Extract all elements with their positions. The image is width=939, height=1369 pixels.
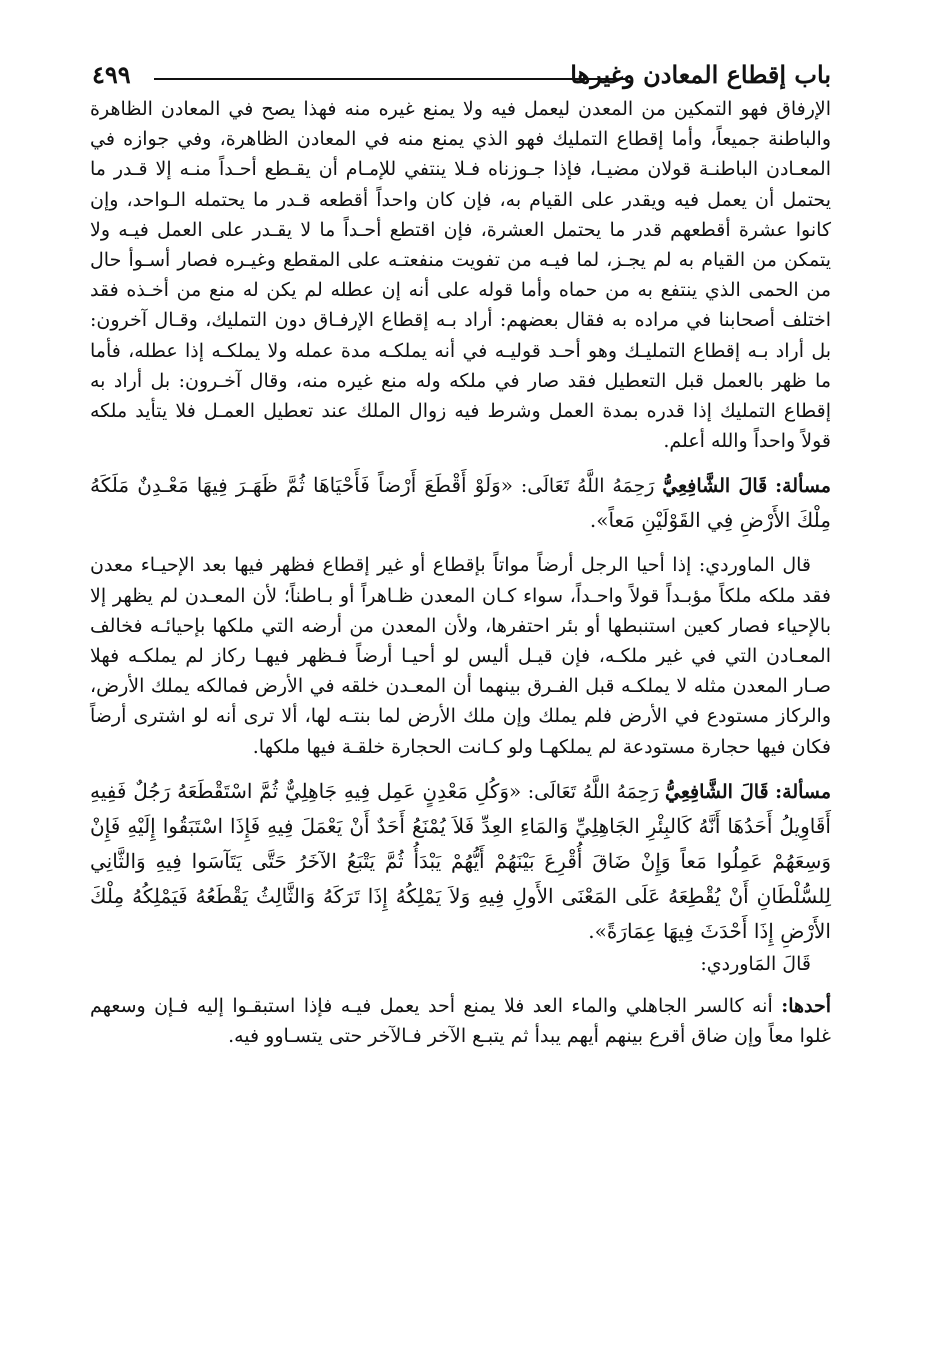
masala-1 [90, 468, 831, 538]
paragraph-gap [90, 762, 831, 774]
masala-quote: «وَكُلِ مَعْدِنٍ عَمِل فِيهِ جَاهِلِيٌّ ثُمَّ اسْتَقْطَعَهُ رَجُلٌ فَفِيهِ أَقَاوِيلُ أَحَدُهَا أَنَّهُ كَالبِئْرِ الجَاهِلِيِّ وَالمَاءِ العِدِّ فَلاَ يُمْنَعُ أَحَدٌ أَنْ يَعْمَلَ فِيهِ فَإِذَا اسْتَبَقُوا إِلَيْهِ فَإِنْ وَسِعَهُمْ عَمِلُوا مَعاً وَإِنْ ضَاقَ أُقْرِعَ بَيْنَهُمْ أَيُّهُمْ يَبْدَأُ ثُمَّ يَتْبَعُ الآخَرُ حَتَّى يَتَآسَوا فِيهِ وَالثَّانِي لِلسُّلْطَانِ أَنْ يُقْطِعَهُ عَلَى المَعْنَى الأَولِ فِيهِ وَلاَ يَمْلِكُهُ إِذَا تَرَكَهُ وَالثَّالِثُ يَقْطَعُهُ فَيَمْلِكُهُ مِلْكَ الأَرْضِ إِذَا أَحْدَثَ فِيهَا عِمَارَةً». [90, 778, 831, 943]
chapter-title: باب إقطاع المعادن وغيرها [570, 60, 831, 89]
mawardi-intro: قَالَ المَاوردي: [700, 952, 811, 975]
masala-author: قَالَ الشَّافِعِيُّ [665, 780, 769, 803]
page-number: ٤٩٩ [92, 60, 131, 89]
masala-label: مسألة: [775, 475, 831, 498]
masala-author: قَالَ الشَّافِعِيُّ [662, 475, 768, 498]
masala-2 [90, 774, 831, 949]
header-rule [154, 78, 626, 80]
paragraph-gap [90, 979, 831, 991]
page-header [90, 46, 831, 94]
paragraph-gap [90, 538, 831, 550]
first-opinion-label: أحدها: [781, 995, 832, 1018]
masala-honorific: رَحِمَهُ اللَّهُ تَعَالَى: [527, 780, 659, 803]
paragraph-1: الإرفاق فهو التمكين من المعدن ليعمل فيه ولا يمنع غيره منه فهذا يصح في المعادن الظاهرة والباطنة جميعاً، وأما إقطاع التمليك فهو الذي يمنع منه في المعادن الظاهرة، وفي جوازه في المعـادن الباطنـة قولان مضيـا، فإذا جـوزناه فـلا ينتفي للإمـام أن يقـطع أحـداً منـه إلا قـدر ما يحتمل أن يعمل فيه ويقدر على القيام به، فإن كان واحداً أقطعه قـدر ما يحتمله الـواحد، وإن كانوا عشرة أقطعهم قدر ما يحتمل العشرة، فإن اقتطع أحـداً ما لا يقـدر على العمل فيـه ولا يتمكن من القيام به لم يجـز، لما فيـه من تفويت منفعتـه على المقطع وغيـره فصار أسـوأ حال من الحمى الذي ينتفع به من حماه وأما قوله على أنه إن عطله لم يكن له منع من أخـذه فقد اختلف أصحابنا في مراده به فقال بعضهم: أراد بـه إقطاع الإرفـاق دون التمليك، وقـال آخرون: بل أراد بـه إقطاع التمليـك وهو أحـد قوليـه في أنه يملكـه مدة عمله ولا يملكـه إذا عطله، فأما ما ظهر بالعمل قبل التعطيل فقد صار في ملكه وله منع غيره منه، وقال آخـرون: بل أراد به إقطاع التمليك إذا قدره بمدة العمل وشرط فيه زوال الملك عند تعطيل العمـل فلا يتأيد ملكه قولاً واحداً والله أعلم. [90, 98, 831, 453]
paragraph-4 [90, 991, 831, 1051]
paragraph-2: قال الماوردي: إذا أحيا الرجل أرضاً مواتاً بإقطاع أو غير إقطاع فظهر فيها بعد الإحيـاء معدن فقد ملكه ملكاً مؤبـداً قولاً واحـداً، سواء كـان المعدن ظـاهراً أو بـاطناً؛ لأن المعـدن لم يظهر إلا بالإحياء فصار كعين استنبطها أو بئر احتفرها، ولأن المعدن من أرضه التي ملكها بإحيائـه فخالف المعـادن التي في غير ملكـه، فإن قيـل أليس لو أحيـا أرضاً فـظهر فيهـا ركاز لم يملكـه فهلا صـار المعدن مثله لا يملكـه قبل الفـرق بينهما أن المعـدن خلقه في الأرض فمالكه يملك الأرض، والركاز مستودع في الأرض فلم يملك وإن ملك الأرض لما بنتـه لها، ألا ترى أنه لو اشترى أرضاً فكان فيها حجارة مستودعة لم يملكهـا ولو كـانت الحجارة خلقـة فيها ملكها. [90, 554, 831, 758]
masala-quote: «وَلَوْ أَقْطَعَ أَرْضاً فَأَحْيَاهَا ثُمَّ ظَهَـرَ فِيهَا مَعْـدِنٌ مَلَكَهُ مِلْكَ الأَرْضِ فِي القَوْلَيْنِ مَعاً». [90, 473, 831, 533]
masala-label: مسألة: [775, 780, 832, 803]
masala-honorific: رَحِمَهُ اللَّهُ تَعَالَى: [520, 475, 655, 498]
page-body [90, 94, 831, 1051]
paragraph-gap [90, 456, 831, 468]
first-opinion-text: أنه كالسر الجاهلي والماء العد فلا يمنع أحد يعمل فيـه فإذا استبقـوا إليه فـإن وسعهم غلوا معاً وإن ضاق أقرع بينهم أيهم يبدأ ثم يتبـع الآخر فـالآخر حتى يتسـاوو فيه. [90, 995, 831, 1048]
